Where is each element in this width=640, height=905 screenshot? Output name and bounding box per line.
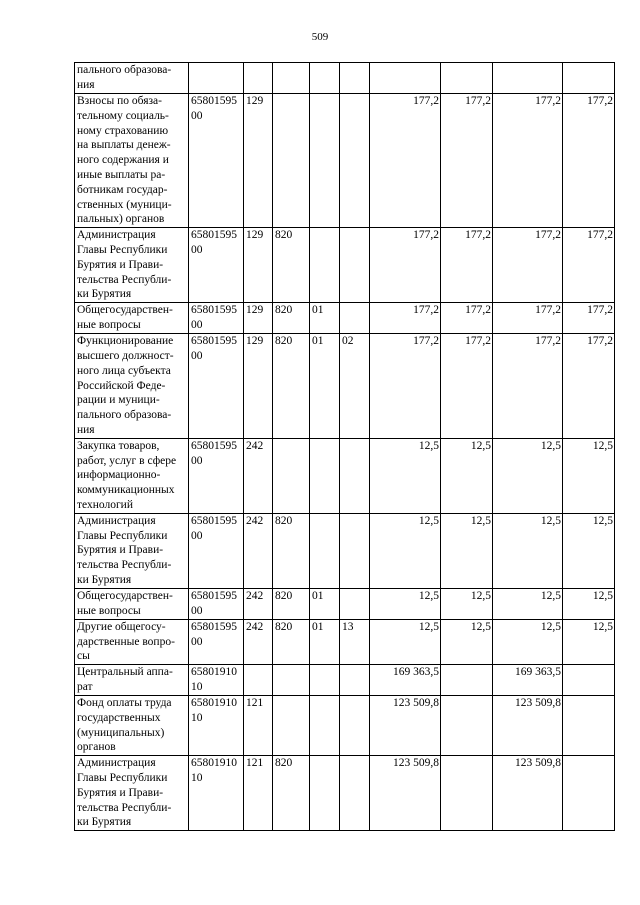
- expense-type-cell: 129: [244, 228, 273, 303]
- item-name-cell: Общегосударствен- ные вопросы: [75, 588, 189, 619]
- amount-total-cell: 12,5: [370, 619, 441, 664]
- table-row: [75, 588, 615, 619]
- target-article-code-cell: 65801910 10: [189, 696, 244, 756]
- administrator-code-cell: 820: [273, 513, 310, 588]
- target-article-code-cell: [189, 63, 244, 94]
- target-article-code-cell: 65801595 00: [189, 303, 244, 334]
- expense-type-cell: [244, 665, 273, 696]
- item-name-cell: Администрация Главы Республики Бурятия и Прави- тельства Республи- ки Бурятия: [75, 513, 189, 588]
- target-article-code-cell: 65801595 00: [189, 334, 244, 439]
- amount-col-2-cell: 12,5: [441, 588, 493, 619]
- target-article-code-cell: 65801595 00: [189, 438, 244, 513]
- amount-total-cell: 177,2: [370, 94, 441, 228]
- amount-col-4-cell: 177,2: [563, 334, 615, 439]
- amount-col-2-cell: [441, 665, 493, 696]
- administrator-code-cell: 820: [273, 228, 310, 303]
- subsection-cell: [340, 513, 370, 588]
- amount-total-cell: [370, 63, 441, 94]
- amount-col-3-cell: 12,5: [493, 619, 563, 664]
- subsection-cell: [340, 228, 370, 303]
- amount-col-2-cell: 177,2: [441, 303, 493, 334]
- section-cell: [310, 94, 340, 228]
- table-row: [75, 619, 615, 664]
- expense-type-cell: 121: [244, 756, 273, 831]
- item-name-cell: Закупка товаров, работ, услуг в сфере информационно- коммуникационных технологий: [75, 438, 189, 513]
- expense-type-cell: 242: [244, 619, 273, 664]
- table-row: [75, 756, 615, 831]
- amount-total-cell: 12,5: [370, 513, 441, 588]
- item-name-cell: Администрация Главы Республики Бурятия и Прави- тельства Республи- ки Бурятия: [75, 756, 189, 831]
- expense-type-cell: [244, 63, 273, 94]
- table-row: [75, 696, 615, 756]
- table-row: [75, 228, 615, 303]
- section-cell: 01: [310, 334, 340, 439]
- subsection-cell: [340, 756, 370, 831]
- expense-type-cell: 242: [244, 438, 273, 513]
- section-cell: 01: [310, 303, 340, 334]
- subsection-cell: 02: [340, 334, 370, 439]
- amount-col-3-cell: 177,2: [493, 94, 563, 228]
- amount-col-2-cell: 12,5: [441, 438, 493, 513]
- target-article-code-cell: 65801910 10: [189, 756, 244, 831]
- section-cell: [310, 696, 340, 756]
- amount-col-4-cell: 177,2: [563, 94, 615, 228]
- item-name-cell: Взносы по обяза- тельному социаль- ному страхованию на выплаты денеж- ного содержания и иные выплаты ра- ботникам государ- ственных (муници- пальных) органов: [75, 94, 189, 228]
- amount-col-4-cell: [563, 756, 615, 831]
- amount-col-3-cell: 123 509,8: [493, 756, 563, 831]
- amount-total-cell: 123 509,8: [370, 756, 441, 831]
- amount-total-cell: 177,2: [370, 303, 441, 334]
- item-name-cell: пального образова- ния: [75, 63, 189, 94]
- expense-type-cell: 121: [244, 696, 273, 756]
- item-name-cell: Функционирование высшего должност- ного лица субъекта Российской Феде- рации и муници- пального образова- ния: [75, 334, 189, 439]
- amount-col-3-cell: 12,5: [493, 513, 563, 588]
- subsection-cell: [340, 588, 370, 619]
- amount-col-2-cell: [441, 756, 493, 831]
- section-cell: [310, 63, 340, 94]
- section-cell: [310, 228, 340, 303]
- budget-table: [74, 62, 615, 831]
- subsection-cell: 13: [340, 619, 370, 664]
- amount-col-3-cell: 12,5: [493, 588, 563, 619]
- amount-total-cell: 123 509,8: [370, 696, 441, 756]
- administrator-code-cell: 820: [273, 303, 310, 334]
- administrator-code-cell: [273, 696, 310, 756]
- amount-col-4-cell: 12,5: [563, 513, 615, 588]
- table-row: [75, 94, 615, 228]
- administrator-code-cell: [273, 94, 310, 228]
- table-row: [75, 513, 615, 588]
- item-name-cell: Фонд оплаты труда государственных (муниципальных) органов: [75, 696, 189, 756]
- amount-col-3-cell: [493, 63, 563, 94]
- amount-col-2-cell: [441, 696, 493, 756]
- target-article-code-cell: 65801910 10: [189, 665, 244, 696]
- expense-type-cell: 242: [244, 513, 273, 588]
- administrator-code-cell: 820: [273, 619, 310, 664]
- administrator-code-cell: 820: [273, 756, 310, 831]
- subsection-cell: [340, 696, 370, 756]
- target-article-code-cell: 65801595 00: [189, 619, 244, 664]
- subsection-cell: [340, 303, 370, 334]
- table-row: [75, 303, 615, 334]
- amount-col-4-cell: 177,2: [563, 303, 615, 334]
- table-row: [75, 438, 615, 513]
- target-article-code-cell: 65801595 00: [189, 513, 244, 588]
- section-cell: [310, 513, 340, 588]
- amount-total-cell: 12,5: [370, 588, 441, 619]
- amount-total-cell: 177,2: [370, 228, 441, 303]
- amount-col-3-cell: 177,2: [493, 228, 563, 303]
- amount-col-2-cell: 177,2: [441, 228, 493, 303]
- target-article-code-cell: 65801595 00: [189, 588, 244, 619]
- budget-table-body: [75, 63, 615, 831]
- target-article-code-cell: 65801595 00: [189, 228, 244, 303]
- amount-col-4-cell: [563, 696, 615, 756]
- subsection-cell: [340, 438, 370, 513]
- expense-type-cell: 129: [244, 334, 273, 439]
- amount-total-cell: 177,2: [370, 334, 441, 439]
- expense-type-cell: 129: [244, 303, 273, 334]
- amount-col-3-cell: 177,2: [493, 303, 563, 334]
- table-row: [75, 665, 615, 696]
- amount-col-4-cell: [563, 63, 615, 94]
- item-name-cell: Администрация Главы Республики Бурятия и Прави- тельства Республи- ки Бурятия: [75, 228, 189, 303]
- administrator-code-cell: [273, 665, 310, 696]
- item-name-cell: Центральный аппа- рат: [75, 665, 189, 696]
- amount-col-4-cell: 177,2: [563, 228, 615, 303]
- table-row: [75, 334, 615, 439]
- target-article-code-cell: 65801595 00: [189, 94, 244, 228]
- amount-col-2-cell: 12,5: [441, 619, 493, 664]
- amount-col-3-cell: 169 363,5: [493, 665, 563, 696]
- amount-col-4-cell: 12,5: [563, 588, 615, 619]
- amount-col-3-cell: 123 509,8: [493, 696, 563, 756]
- subsection-cell: [340, 94, 370, 228]
- administrator-code-cell: [273, 438, 310, 513]
- subsection-cell: [340, 63, 370, 94]
- page-number: 509: [311, 31, 329, 43]
- amount-col-4-cell: 12,5: [563, 619, 615, 664]
- section-cell: [310, 756, 340, 831]
- amount-col-2-cell: 177,2: [441, 334, 493, 439]
- section-cell: [310, 665, 340, 696]
- administrator-code-cell: [273, 63, 310, 94]
- amount-total-cell: 12,5: [370, 438, 441, 513]
- expense-type-cell: 129: [244, 94, 273, 228]
- administrator-code-cell: 820: [273, 334, 310, 439]
- amount-total-cell: 169 363,5: [370, 665, 441, 696]
- administrator-code-cell: 820: [273, 588, 310, 619]
- amount-col-2-cell: [441, 63, 493, 94]
- section-cell: [310, 438, 340, 513]
- item-name-cell: Общегосударствен- ные вопросы: [75, 303, 189, 334]
- amount-col-2-cell: 12,5: [441, 513, 493, 588]
- amount-col-4-cell: [563, 665, 615, 696]
- amount-col-3-cell: 12,5: [493, 438, 563, 513]
- expense-type-cell: 242: [244, 588, 273, 619]
- amount-col-4-cell: 12,5: [563, 438, 615, 513]
- section-cell: 01: [310, 588, 340, 619]
- item-name-cell: Другие общегосу- дарственные вопро- сы: [75, 619, 189, 664]
- subsection-cell: [340, 665, 370, 696]
- amount-col-3-cell: 177,2: [493, 334, 563, 439]
- section-cell: 01: [310, 619, 340, 664]
- amount-col-2-cell: 177,2: [441, 94, 493, 228]
- table-row: [75, 63, 615, 94]
